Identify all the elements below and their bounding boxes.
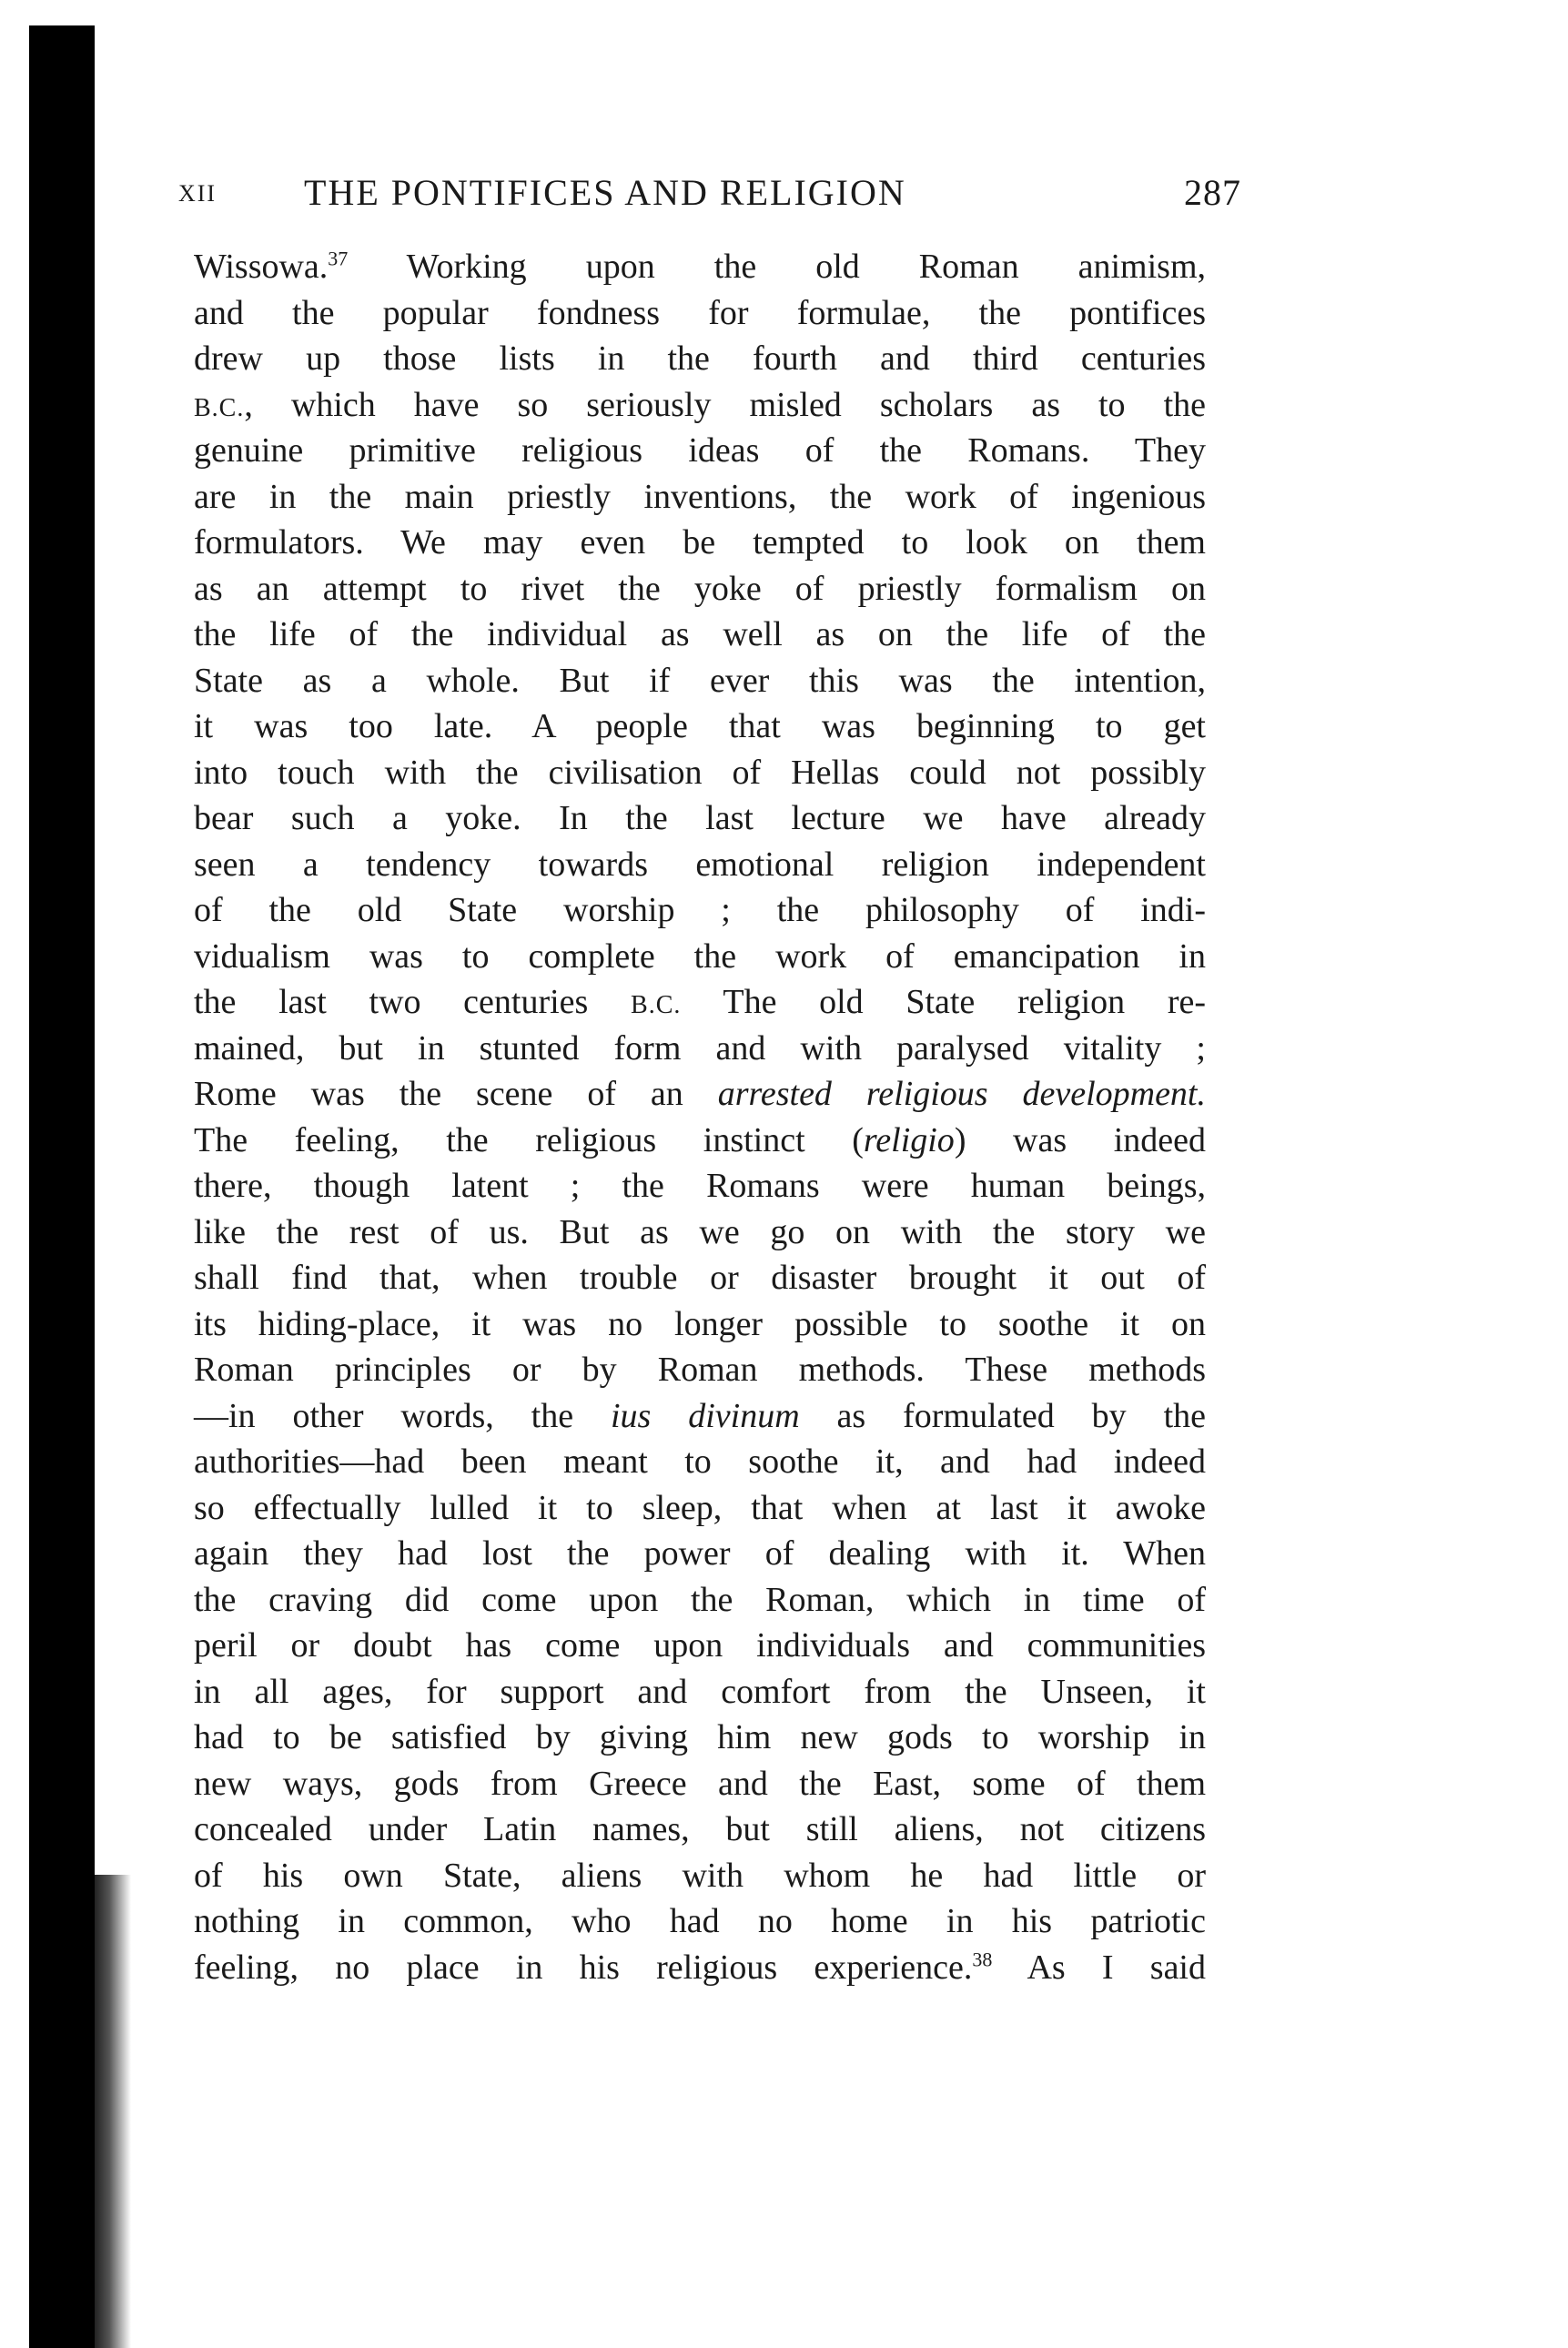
- text-line-17: the last two centuries B.C. The old State religion re-: [194, 983, 1206, 1021]
- text-line-3: drew up those lists in the fourth and third centuries: [194, 339, 1206, 378]
- footnote-ref-37: 37: [328, 247, 349, 270]
- text-line-10: State as a whole. But if ever this was the intention,: [194, 661, 1206, 700]
- text-line-22: like the rest of us. But as we go on with the story we: [194, 1212, 1206, 1251]
- scan-binding-shadow: [95, 1875, 131, 2348]
- footnote-ref-38: 38: [972, 1947, 993, 1970]
- text-line-18: mained, but in stunted form and with paralysed vitality ;: [194, 1028, 1206, 1068]
- text-line-25: Roman principles or by Roman methods. These methods: [194, 1351, 1206, 1389]
- text-line-21: there, though latent ; the Romans were human beings,: [194, 1167, 1206, 1205]
- text-line-28: so effectually lulled it to sleep, that when at last it awoke: [194, 1488, 1206, 1527]
- text-line-6: are in the main priestly inventions, the work of ingenious: [194, 477, 1206, 516]
- text-line-34: new ways, gods from Greece and the East, some of them: [194, 1764, 1206, 1803]
- text-line-26: —in other words, the ius divinum as formulated by the: [194, 1396, 1206, 1435]
- text-line-14: seen a tendency towards emotional religion independent: [194, 845, 1206, 884]
- text-line-11: it was too late. A people that was beginning to get: [194, 707, 1206, 745]
- text-line-5: genuine primitive religious ideas of the Romans. They: [194, 431, 1206, 470]
- chapter-number: XII: [178, 180, 217, 207]
- text-line-1: Wissowa.$^{37}$ Working upon the old Roman animism,: [194, 247, 1206, 286]
- text-line-23: shall find that, when trouble or disaster brought it out of: [194, 1259, 1206, 1297]
- scan-binding-edge: [29, 25, 95, 2348]
- text-line-29: again they had lost the power of dealing with it. When: [194, 1534, 1206, 1573]
- text-line-38: feeling, no place in his religious experience.$^{38}$ As I said: [194, 1947, 1206, 1987]
- page-number: 287: [1184, 172, 1241, 213]
- text-line-35: concealed under Latin names, but still aliens, not citizens: [194, 1810, 1206, 1848]
- text-line-27: authorities—had been meant to soothe it, and had indeed: [194, 1442, 1206, 1481]
- text-line-32: in all ages, for support and comfort from the Unseen, it: [194, 1672, 1206, 1711]
- text-line-15: of the old State worship ; the philosophy of indi-: [194, 891, 1206, 929]
- text-line-33: had to be satisfied by giving him new gods to worship in: [194, 1718, 1206, 1756]
- text-line-2: and the popular fondness for formulae, the pontifices: [194, 293, 1206, 332]
- text-line-31: peril or doubt has come upon individuals and communities: [194, 1626, 1206, 1665]
- running-header: [169, 171, 1241, 222]
- text-line-8: as an attempt to rivet the yoke of priestly formalism on: [194, 569, 1206, 608]
- text-line-9: the life of the individual as well as on the life of the: [194, 615, 1206, 653]
- text-line-37: nothing in common, who had no home in his patriotic: [194, 1902, 1206, 1940]
- text-line-19: Rome was the scene of an arrested religious development.: [194, 1075, 1206, 1113]
- text-line-36: of his own State, aliens with whom he had little or: [194, 1856, 1206, 1895]
- text-line-7: formulators. We may even be tempted to look on them: [194, 523, 1206, 562]
- running-title: THE PONTIFICES AND RELIGION: [304, 172, 906, 213]
- body-text: [194, 244, 1206, 1990]
- text-line-12: into touch with the civilisation of Hellas could not possibly: [194, 753, 1206, 792]
- text-line-4: B.C., which have so seriously misled scholars as to the: [194, 385, 1206, 424]
- text-line-13: bear such a yoke. In the last lecture we have already: [194, 799, 1206, 837]
- text-line-16: vidualism was to complete the work of emancipation in: [194, 936, 1206, 976]
- text-line-30: the craving did come upon the Roman, which in time of: [194, 1580, 1206, 1619]
- text-line-24: its hiding-place, it was no longer possible to soothe it on: [194, 1304, 1206, 1343]
- text-line-20: The feeling, the religious instinct (religio) was indeed: [194, 1120, 1206, 1159]
